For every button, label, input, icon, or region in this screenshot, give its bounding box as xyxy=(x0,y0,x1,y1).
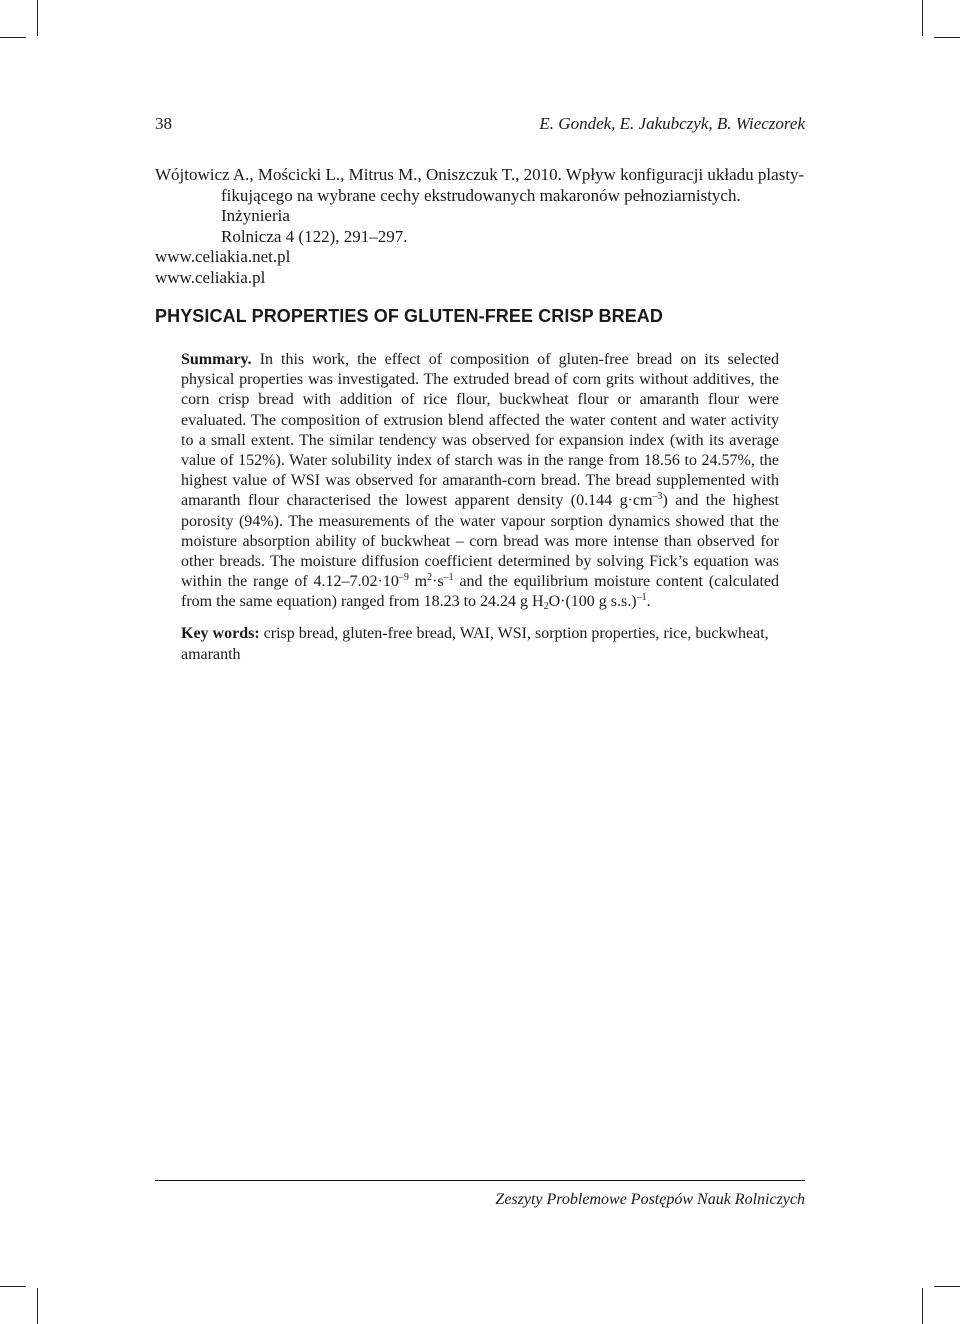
reference-url[interactable]: www.celiakia.pl xyxy=(155,267,266,287)
reference-line: Wójtowicz A., Mościcki L., Mitrus M., Oniszczuk T., 2010. Wpływ konfiguracji układu plasty- xyxy=(155,165,805,184)
summary-label: Summary. xyxy=(181,351,252,368)
crop-mark-top-left-h xyxy=(0,37,26,38)
references-list xyxy=(155,165,805,288)
english-title: PHYSICAL PROPERTIES OF GLUTEN-FREE CRISP BREAD xyxy=(155,306,663,326)
superscript: –3 xyxy=(652,491,663,503)
reference-url[interactable]: www.celiakia.net.pl xyxy=(155,247,291,266)
subscript: 2 xyxy=(543,601,549,613)
summary-text: m xyxy=(408,573,428,591)
crop-mark-bottom-right xyxy=(922,1288,923,1324)
crop-mark-top-left xyxy=(37,0,38,36)
superscript: –1 xyxy=(636,592,647,604)
crop-mark-bottom-left-h xyxy=(0,1286,26,1287)
footer-journal-name: Zeszyty Problemowe Postępów Nauk Rolniczych xyxy=(495,1191,805,1208)
summary-text: O·(100 g s.s.) xyxy=(548,593,637,611)
reference-line: Rolnicza 4 (122), 291–297. xyxy=(221,226,408,246)
summary-text: In this work, the effect of composition of gluten-free bread on its selected physical properties was investigated. The extruded bread of corn grits without additives, the corn crisp bread with addition of rice flour, buckwheat flour or amaranth flour were evaluated. The composition of extrusion blend affected the water content and water activity to a small extent. The similar tendency was observed for expansion index (with its average value of 152%). Water solubility index of starch was in the range from 18.56 to 24.57%, the highest value of WSI was observed for amaranth-corn bread. The bread supplemented with amaranth flour characterised the lowest apparent density (0.144 g·cm xyxy=(181,351,779,510)
superscript: –1 xyxy=(443,572,454,584)
crop-mark-bottom-left xyxy=(37,1288,38,1324)
superscript: –9 xyxy=(398,572,409,584)
footer-rule xyxy=(155,1180,805,1181)
crop-mark-top-right-h xyxy=(934,37,960,38)
page-number: 38 xyxy=(155,114,172,133)
running-head-authors: E. Gondek, E. Jakubczyk, B. Wieczorek xyxy=(539,114,805,133)
reference-line: fikującego na wybrane cechy ekstrudowanych makaronów pełnoziarnistych. Inżynieria xyxy=(221,185,741,225)
summary-text: . xyxy=(646,593,651,611)
summary-text: and the equilibrium moisture content (calculated from the same equation) ranged from 18.23 to 24.24 g H xyxy=(181,573,780,611)
keywords-label: Key words: xyxy=(181,625,260,642)
summary-paragraph xyxy=(181,350,779,613)
reference-entry xyxy=(155,165,805,247)
crop-mark-top-right xyxy=(922,0,923,36)
superscript: 2 xyxy=(427,572,433,584)
summary-text: ) and the highest porosity (94%). The measurements of the water vapour sorption dynamics showed that the moisture absorption ability of buckwheat – corn bread was more intense than observed for other breads. The moisture diffusion coefficient determined by solving Fick’s equation was within the range of 4.12–7.02·10 xyxy=(181,492,780,591)
keywords-paragraph xyxy=(181,624,779,665)
summary-text: ·s xyxy=(432,573,444,591)
keywords-text: crisp bread, gluten-free bread, WAI, WSI, sorption properties, rice, buckwheat, amaranth xyxy=(181,625,769,663)
crop-mark-bottom-right-h xyxy=(934,1286,960,1287)
